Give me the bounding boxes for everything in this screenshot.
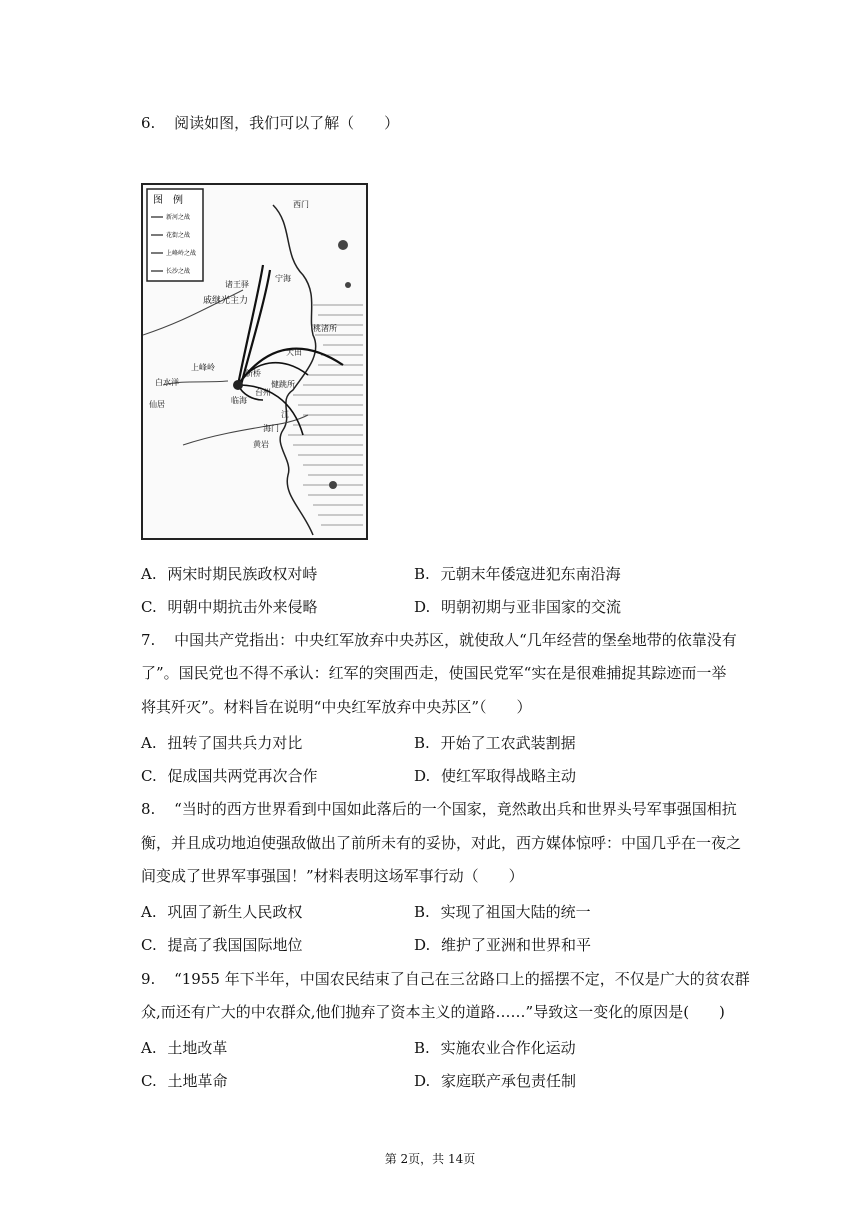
option-letter: D. bbox=[414, 767, 431, 785]
option-text: 实现了祖国大陆的统一 bbox=[440, 903, 591, 921]
option-b[interactable] bbox=[414, 732, 576, 753]
historical-map bbox=[141, 183, 368, 540]
question-8-stem bbox=[141, 798, 737, 819]
option-text: 明朝初期与亚非国家的交流 bbox=[441, 598, 622, 616]
place-label: 西门 bbox=[293, 200, 309, 209]
question-text: 中国共产党指出：中央红军放弃中央苏区，就使敌人“几年经营的堡垒地带的依靠没有 bbox=[174, 631, 737, 649]
sea-hatch bbox=[288, 305, 363, 525]
question-number: 6. bbox=[141, 114, 156, 132]
question-text: 阅读如图，我们可以了解（ ） bbox=[174, 114, 400, 132]
question-6-stem bbox=[141, 112, 399, 133]
option-text: 家庭联产承包责任制 bbox=[441, 1072, 577, 1090]
option-d[interactable] bbox=[414, 934, 591, 955]
coastline bbox=[273, 205, 316, 535]
city-marker bbox=[233, 380, 243, 390]
place-label: 诸王驿 bbox=[225, 280, 249, 289]
option-d[interactable] bbox=[414, 596, 621, 617]
place-label: 海门 bbox=[263, 424, 279, 433]
option-text: 土地改革 bbox=[167, 1039, 228, 1057]
option-b[interactable] bbox=[414, 901, 591, 922]
place-label: 宁海 bbox=[275, 274, 291, 283]
question-text-line: 众,而还有广大的中农群众,他们抛弃了资本主义的道路……”导致这一变化的原因是( ) bbox=[141, 1003, 725, 1021]
option-b[interactable] bbox=[414, 1037, 576, 1058]
option-c[interactable] bbox=[141, 1070, 228, 1091]
question-text: “1955 年下半年，中国农民结束了自己在三岔路口上的摇摆不定，不仅是广大的贫农群 bbox=[174, 970, 750, 988]
place-label: 仙居 bbox=[149, 400, 165, 409]
option-d[interactable] bbox=[414, 765, 576, 786]
option-letter: B. bbox=[414, 1039, 430, 1057]
option-a[interactable] bbox=[141, 732, 302, 753]
option-text: 促成国共两党再次合作 bbox=[167, 767, 318, 785]
option-letter: C. bbox=[141, 936, 157, 954]
option-c[interactable] bbox=[141, 596, 318, 617]
place-label: 健跳所 bbox=[271, 380, 295, 389]
place-label: 台州 bbox=[255, 388, 271, 397]
place-label: 大田 bbox=[286, 348, 302, 357]
place-label: 桃渚所 bbox=[313, 324, 337, 333]
place-label: 新桥 bbox=[245, 369, 261, 378]
legend-item: 上峰岭之战 bbox=[166, 250, 197, 257]
place-label: 黄岩 bbox=[253, 440, 269, 449]
option-text: 明朝中期抗击外来侵略 bbox=[167, 598, 318, 616]
place-label: 戚继光主力 bbox=[203, 296, 249, 306]
place-label: 临海 bbox=[231, 396, 247, 405]
option-text: 使红军取得战略主动 bbox=[441, 767, 577, 785]
legend-item: 花街之战 bbox=[166, 232, 191, 239]
place-label: 白水洋 bbox=[155, 378, 179, 387]
legend-item: 新河之战 bbox=[166, 214, 191, 221]
option-text: 提高了我国国际地位 bbox=[167, 936, 303, 954]
island bbox=[338, 240, 348, 250]
option-letter: B. bbox=[414, 734, 430, 752]
option-c[interactable] bbox=[141, 934, 303, 955]
option-letter: A. bbox=[141, 734, 157, 752]
option-letter: C. bbox=[141, 1072, 157, 1090]
option-text: 巩固了新生人民政权 bbox=[167, 903, 303, 921]
option-c[interactable] bbox=[141, 765, 318, 786]
option-a[interactable] bbox=[141, 901, 302, 922]
option-letter: C. bbox=[141, 598, 157, 616]
map-drawing bbox=[143, 185, 366, 538]
river bbox=[183, 415, 308, 445]
option-text: 开始了工农武装割据 bbox=[440, 734, 576, 752]
option-text: 扭转了国共兵力对比 bbox=[167, 734, 303, 752]
option-letter: D. bbox=[414, 1072, 431, 1090]
question-9-stem bbox=[141, 968, 750, 989]
place-label: 上峰岭 bbox=[191, 363, 215, 372]
question-text-line: 将其歼灭”。材料旨在说明“中央红军放弃中央苏区”（ ） bbox=[141, 698, 532, 716]
option-text: 两宋时期民族政权对峙 bbox=[167, 565, 318, 583]
question-number: 7. bbox=[141, 631, 156, 649]
option-text: 维护了亚洲和世界和平 bbox=[441, 936, 592, 954]
option-letter: C. bbox=[141, 767, 157, 785]
option-letter: B. bbox=[414, 903, 430, 921]
option-letter: A. bbox=[141, 1039, 157, 1057]
place-label: 江 bbox=[281, 410, 289, 419]
island bbox=[329, 481, 337, 489]
question-number: 8. bbox=[141, 800, 156, 818]
option-letter: A. bbox=[141, 903, 157, 921]
question-text: “当时的西方世界看到中国如此落后的一个国家，竟然敢出兵和世界头号军事强国相抗 bbox=[174, 800, 737, 818]
option-d[interactable] bbox=[414, 1070, 576, 1091]
page-footer: 第 2页，共 14页 bbox=[384, 1152, 476, 1166]
question-text-line: 间变成了世界军事强国！”材料表明这场军事行动（ ） bbox=[141, 867, 524, 885]
option-letter: D. bbox=[414, 936, 431, 954]
island bbox=[345, 282, 351, 288]
option-letter: A. bbox=[141, 565, 157, 583]
option-letter: B. bbox=[414, 565, 430, 583]
question-number: 9. bbox=[141, 970, 156, 988]
option-b[interactable] bbox=[414, 563, 621, 584]
option-a[interactable] bbox=[141, 563, 317, 584]
legend-item: 长沙之战 bbox=[166, 268, 191, 275]
question-7-stem bbox=[141, 629, 737, 650]
question-text-line: 衡，并且成功地迫使强敌做出了前所未有的妥协，对此，西方媒体惊呼：中国几乎在一夜之 bbox=[141, 834, 742, 852]
option-text: 实施农业合作化运动 bbox=[440, 1039, 576, 1057]
option-text: 元朝末年倭寇进犯东南沿海 bbox=[440, 565, 621, 583]
legend-title: 图 例 bbox=[153, 195, 183, 206]
option-a[interactable] bbox=[141, 1037, 227, 1058]
question-text-line: 了”。国民党也不得不承认：红军的突围西走，使国民党军“实在是很难捕捉其踪迹而一举 bbox=[141, 664, 727, 682]
option-letter: D. bbox=[414, 598, 431, 616]
option-text: 土地革命 bbox=[167, 1072, 228, 1090]
